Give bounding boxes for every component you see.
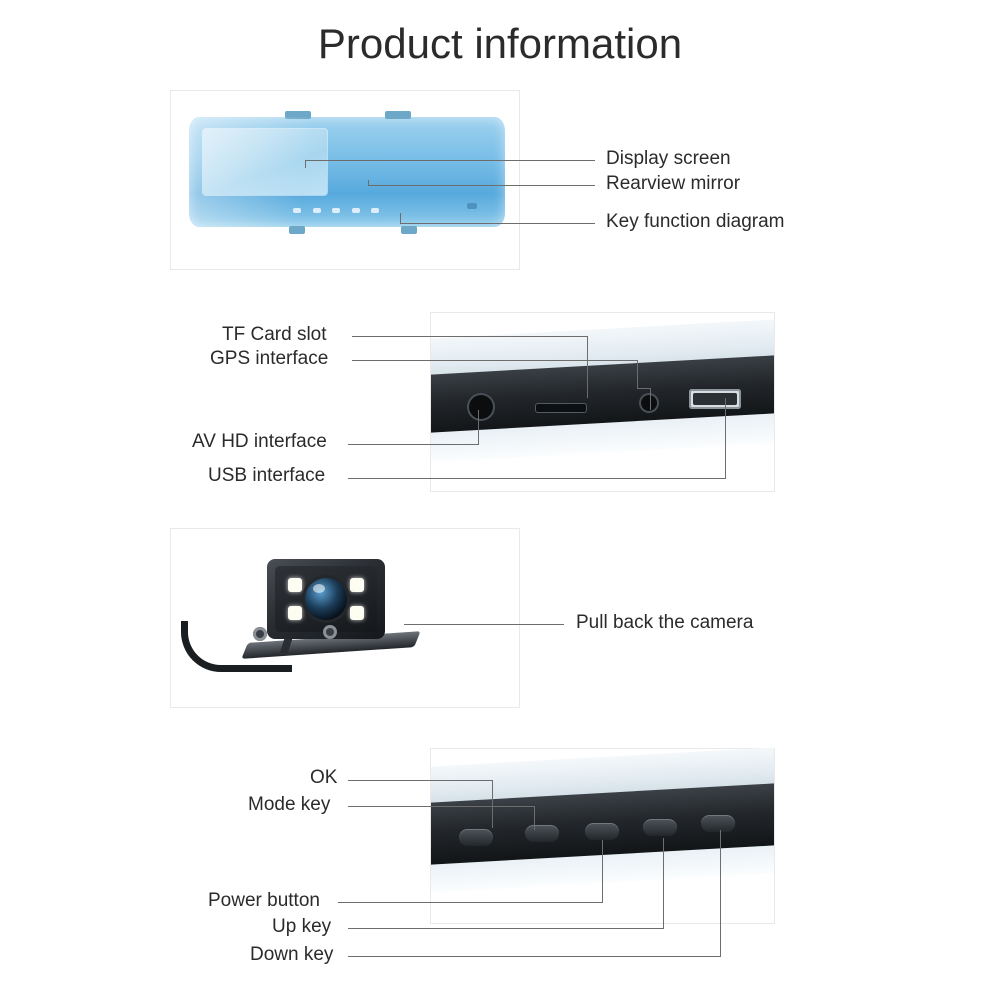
label-ok: OK [310,767,338,788]
gps-port [639,393,659,413]
label-mode-key: Mode key [248,794,331,815]
usb-port-inner [693,393,737,405]
key-dot [293,208,301,213]
label-key-function-diagram: Key function diagram [606,211,785,232]
key-row [293,208,379,213]
leader-display-screen-stem [305,160,306,168]
leader-display-screen [305,160,595,161]
leader-gps-stem [637,360,638,388]
mirror-image-panel [170,90,520,270]
leader-up-key-stem [663,838,664,929]
camera-lens [305,578,347,620]
label-display-screen: Display screen [606,148,731,169]
leader-down-key [348,956,720,957]
mirror-foot-left [289,226,305,234]
screw-icon [323,625,337,639]
camera-front-face [275,566,377,632]
label-down-key: Down key [250,944,334,965]
leader-power-button [338,902,602,903]
leader-tf-card-slot-stem [587,336,588,398]
leader-rearview-mirror-stem [368,180,369,186]
key-dot [313,208,321,213]
leader-av-hd-stem [478,410,479,445]
left-margin [0,0,123,1000]
screw-icon [253,627,267,641]
leader-up-key [348,928,663,929]
leader-down-key-stem [720,830,721,957]
leader-ok-stem [492,780,493,828]
label-usb-interface: USB interface [208,465,326,486]
leader-mode-key-stem [534,806,535,830]
rearview-mirror-graphic [189,117,505,227]
leader-usb-stem [725,398,726,479]
leader-power-button-stem [602,840,603,903]
ports-image-panel [430,312,775,492]
leader-key-function-stem [400,213,401,224]
label-power-button: Power button [208,890,320,911]
leader-av-hd [348,444,478,445]
label-rearview-mirror: Rearview mirror [606,173,741,194]
led-icon [288,606,302,620]
ok-button-graphic[interactable] [585,823,619,840]
leader-rearview-mirror [368,185,595,186]
led-icon [350,606,364,620]
leader-gps-jog [637,388,651,389]
leader-gps [352,360,637,361]
page-title: Product information [317,20,683,67]
label-up-key: Up key [272,916,332,937]
down-key-graphic[interactable] [701,815,735,832]
leader-key-function [400,223,595,224]
ir-window [467,203,477,209]
av-hd-port [467,393,495,421]
mirror-foot-right [401,226,417,234]
mirror-clip-left [285,111,311,119]
camera-image-panel [170,528,520,708]
power-button-graphic[interactable] [459,829,493,846]
usb-port [689,389,741,409]
key-dot [352,208,360,213]
leader-mode-key [348,806,534,807]
leader-pull-back-camera [404,624,564,625]
label-av-hd-interface: AV HD interface [192,431,327,452]
key-dot [371,208,379,213]
leader-gps-stem2 [650,388,651,410]
mode-key-graphic[interactable] [525,825,559,842]
leader-usb [348,478,725,479]
led-icon [350,578,364,592]
mirror-clip-right [385,111,411,119]
led-icon [288,578,302,592]
leader-ok [348,780,492,781]
label-pull-back-the-camera: Pull back the camera [576,612,754,633]
tf-card-slot-port [535,403,587,413]
label-gps-interface: GPS interface [210,348,329,369]
display-screen-area [203,129,327,195]
up-key-graphic[interactable] [643,819,677,836]
key-dot [332,208,340,213]
label-tf-card-slot: TF Card slot [222,324,327,345]
leader-tf-card-slot [352,336,587,337]
